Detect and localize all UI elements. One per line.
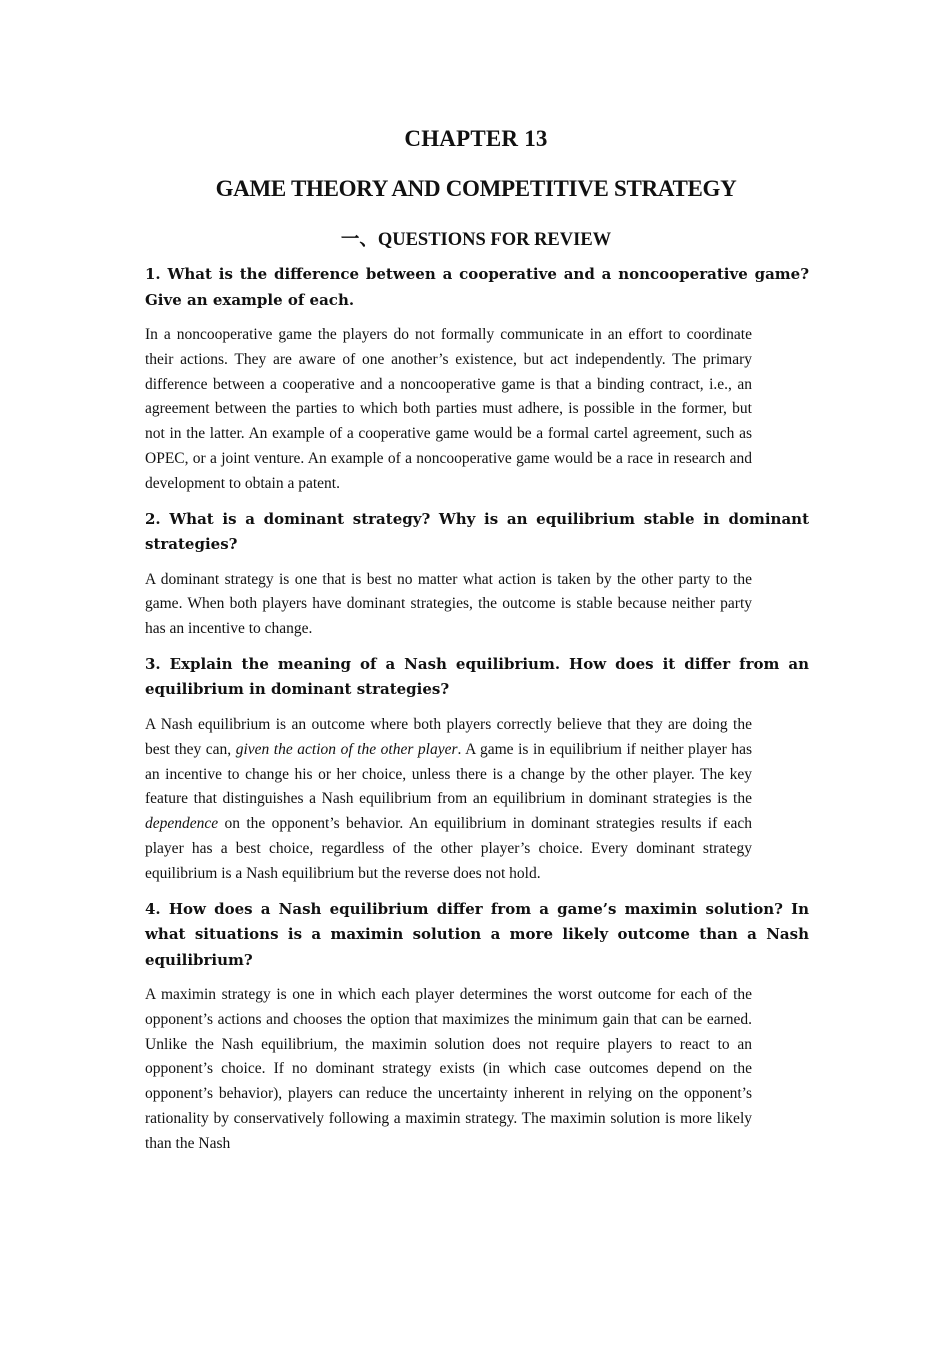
chapter-title: GAME THEORY AND COMPETITIVE STRATEGY (215, 176, 737, 201)
answer-3-emphasis: dependence (145, 815, 219, 833)
answer-3-emphasis: given the action of the other player (235, 740, 458, 758)
answer-3-text: . A game is in equilibrium if neither player has an incentive to change his or her choice, unless there is a change by the other player. The key feature that distinguishes a Nash equilibrium from an equilibrium in dominant strategies is the (145, 740, 752, 808)
question-3: 3. Explain the meaning of a Nash equilibrium. How does it differ from an equilibrium in dominant strategies? (145, 654, 809, 699)
questions-list (145, 262, 809, 1167)
answer-2: A dominant strategy is one that is best no matter what action is taken by the other party to the game. When both players have dominant strategies, the outcome is stable because neither party has an incentive to change. (145, 570, 752, 638)
section-heading: 一、QUESTIONS FOR REVIEW (340, 230, 612, 250)
question-2: 2. What is a dominant strategy? Why is an equilibrium stable in dominant strategies? (145, 509, 809, 554)
answer-1: In a noncooperative game the players do not formally communicate in an effort to coordinate their actions. They are aware of one another’s existence, but act independently. The primary difference between a cooperative and a noncooperative game is that a binding contract, i.e., an agreement between the parties to which both parties must adhere, is possible in the former, but not in the latter. An example of a cooperative game would be a formal cartel agreement, such as OPEC, or a joint venture. An example of a noncooperative game would be a race in research and development to obtain a patent. (145, 326, 752, 492)
chapter-heading: CHAPTER 13 (404, 126, 548, 151)
answer-4: A maximin strategy is one in which each player determines the worst outcome for each of the opponent’s actions and chooses the option that maximizes the minimum gain that can be earned. Unlike the Nash equilibrium, the maximin solution does not require players to react to an opponent’s choice. If no dominant strategy exists (in which case outcomes depend on the opponent’s behavior), players can reduce the uncertainty inherent in relying on the opponent’s rationality by conservatively following a maximin strategy. The maximin solution is more likely than the Nash (145, 986, 752, 1152)
question-1: 1. What is the difference between a cooperative and a noncooperative game? Give an example of each. (145, 265, 809, 309)
question-4: 4. How does a Nash equilibrium differ from a game’s maximin solution? In what situations is a maximin solution a more likely outcome than a Nash equilibrium? (145, 899, 809, 969)
answer-3 (145, 713, 752, 887)
answer-3-text: A Nash equilibrium is an outcome where both players correctly believe that they are doing the best they can, (145, 715, 752, 758)
answer-3-text: on the opponent’s behavior. An equilibrium in dominant strategies results if each player has a best choice, regardless of the other player’s choice. Every dominant strategy equilibrium is a Nash equilibrium but the reverse does not hold. (145, 815, 752, 882)
